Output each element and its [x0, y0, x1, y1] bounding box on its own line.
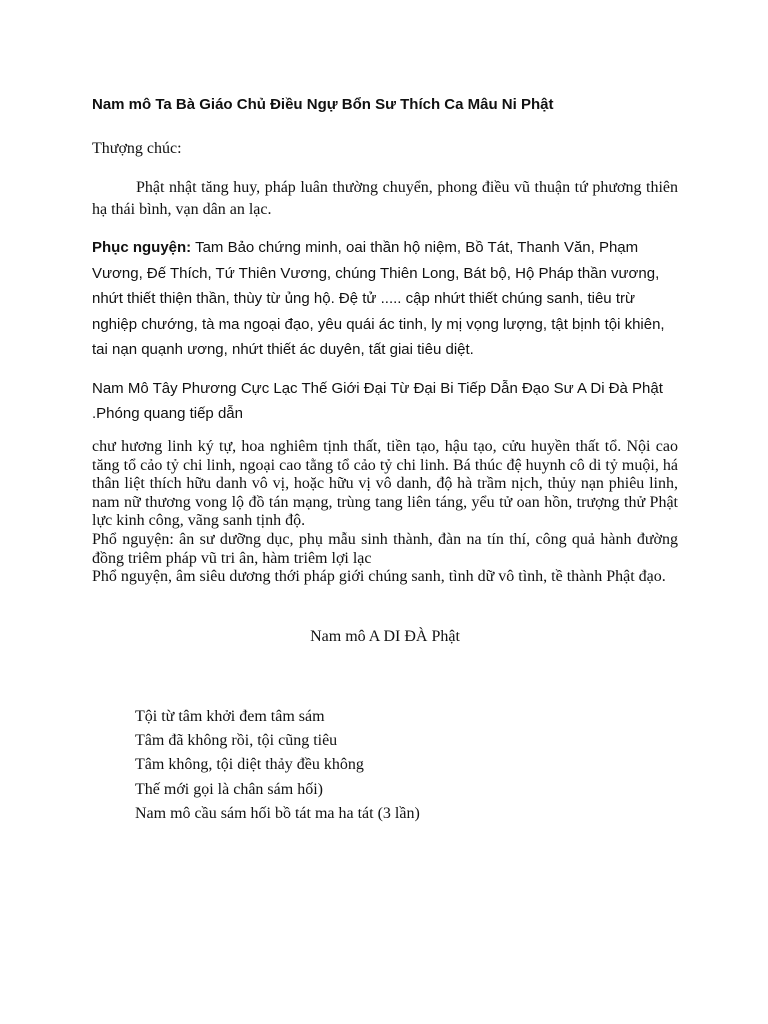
amitabha-invocation: Nam Mô Tây Phương Cực Lạc Thế Giới Đại Từ Đại Bi Tiếp Dẫn Đạo Sư A Di Đà Phật .Phóng quang tiếp dẫn — [92, 380, 663, 422]
salutation-line: Thượng chúc: — [92, 140, 182, 157]
dedication-paragraph: chư hương linh ký tự, hoa nghiêm tịnh thất, tiền tạo, hậu tạo, cửu huyền thất tổ. Nội cao tăng tổ cảo tỷ chi linh, ngoại cao tằng tổ cảo tỷ chi linh. Bá thúc đệ huynh cô di tỷ muội, há thân liệt thích hữu danh vô vị, hoặc hữu vị vô danh, độ hà trầm nịch, thủy nạn phiêu linh, nam nữ thương vong lộ đồ tán mạng, trùng tang liên táng, yểu tử oan hồn, trượng thử Phật lực kinh công, vãng sanh tịnh độ. — [92, 438, 678, 530]
verse-line: Nam mô cầu sám hối bồ tát ma ha tát (3 lần) — [135, 804, 420, 822]
vow-paragraph — [92, 235, 682, 363]
vow-label: Phục nguyện: — [92, 239, 192, 256]
vow-text: Tam Bảo chứng minh, oai thần hộ niệm, Bồ Tát, Thanh Văn, Phạm Vương, Đế Thích, Tứ Thiên Vương, chúng Thiên Long, Bát bộ, Hộ Pháp thần vương, nhứt thiết thiện thần, thùy từ ủng hộ. Đệ tử ..... cập nhứt thiết chúng sanh, tiêu trừ nghiệp chướng, tà ma ngoại đạo, yêu quái ác tinh, ly mị vọng lượng, tật bịnh tội khiên, tai nạn quạnh ương, nhứt thiết ác duyên, tất giai tiêu diệt. — [92, 239, 665, 358]
repentance-verse — [135, 705, 635, 826]
blessing-paragraph: Phật nhật tăng huy, pháp luân thường chuyển, phong điều vũ thuận tứ phương thiên hạ thái bình, vạn dân an lạc. — [92, 179, 678, 218]
document-title: Nam mô Ta Bà Giáo Chủ Điều Ngự Bổn Sư Thích Ca Mâu Ni Phật — [92, 96, 554, 113]
universal-vow-paragraph-2: Phổ nguyện, âm siêu dương thới pháp giới chúng sanh, tình dữ vô tình, tề thành Phật đạo. — [92, 568, 666, 586]
verse-line: Thế mới gọi là chân sám hối) — [135, 780, 323, 798]
dedication-block — [92, 438, 678, 587]
verse-line: Tâm không, tội diệt thảy đều không — [135, 756, 364, 774]
closing-invocation: Nam mô A DI ĐÀ Phật — [310, 628, 460, 645]
verse-line: Tội từ tâm khởi đem tâm sám — [135, 708, 325, 725]
universal-vow-paragraph: Phổ nguyện: ân sư dưỡng dục, phụ mẫu sinh thành, đàn na tín thí, công quả hành đường đồng triêm pháp vũ tri ân, hàm triêm lợi lạc — [92, 530, 678, 567]
verse-line: Tâm đã không rồi, tội cũng tiêu — [135, 732, 338, 750]
